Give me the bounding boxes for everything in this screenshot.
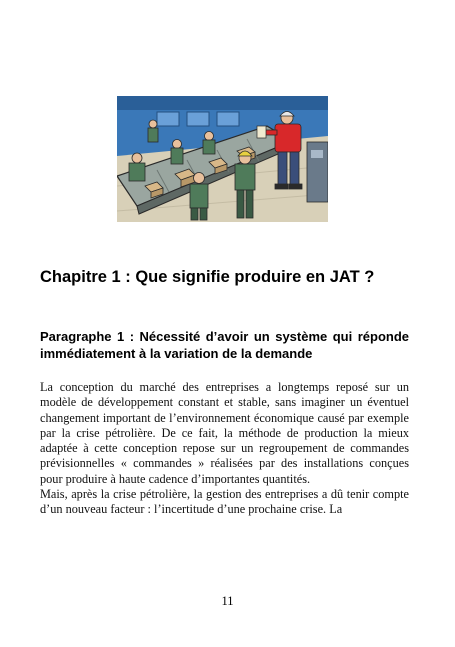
factory-illustration (117, 96, 328, 222)
factory-assembly-line-image (117, 96, 328, 222)
paragraph-heading: Paragraphe 1 : Nécessité d’avoir un système qui réponde immédiatement à la variation de la demande (40, 329, 409, 361)
body-paragraph-1: La conception du marché des entreprises a longtemps reposé sur un modèle de développement constant et stable, sans imaginer un éventuel changement important de l’environnement économique causé par exemple par la crise pétrolière. De ce fait, la méthode de production la mieux adaptée à cette conception repose sur un regroupement de commandes prévisionnelles « commandes » réalisées par des installations conçues pour produire à haute cadence d’importantes quantités. (40, 380, 409, 486)
page-number: 11 (221, 594, 234, 608)
body-paragraph-2: Mais, après la crise pétrolière, la gestion des entreprises a dû tenir compte d’un nouveau facteur : l’incertitude d’une prochaine crise. La (40, 487, 409, 517)
body-text (40, 380, 409, 518)
chapter-title: Chapitre 1 : Que signifie produire en JAT ? (40, 268, 375, 286)
